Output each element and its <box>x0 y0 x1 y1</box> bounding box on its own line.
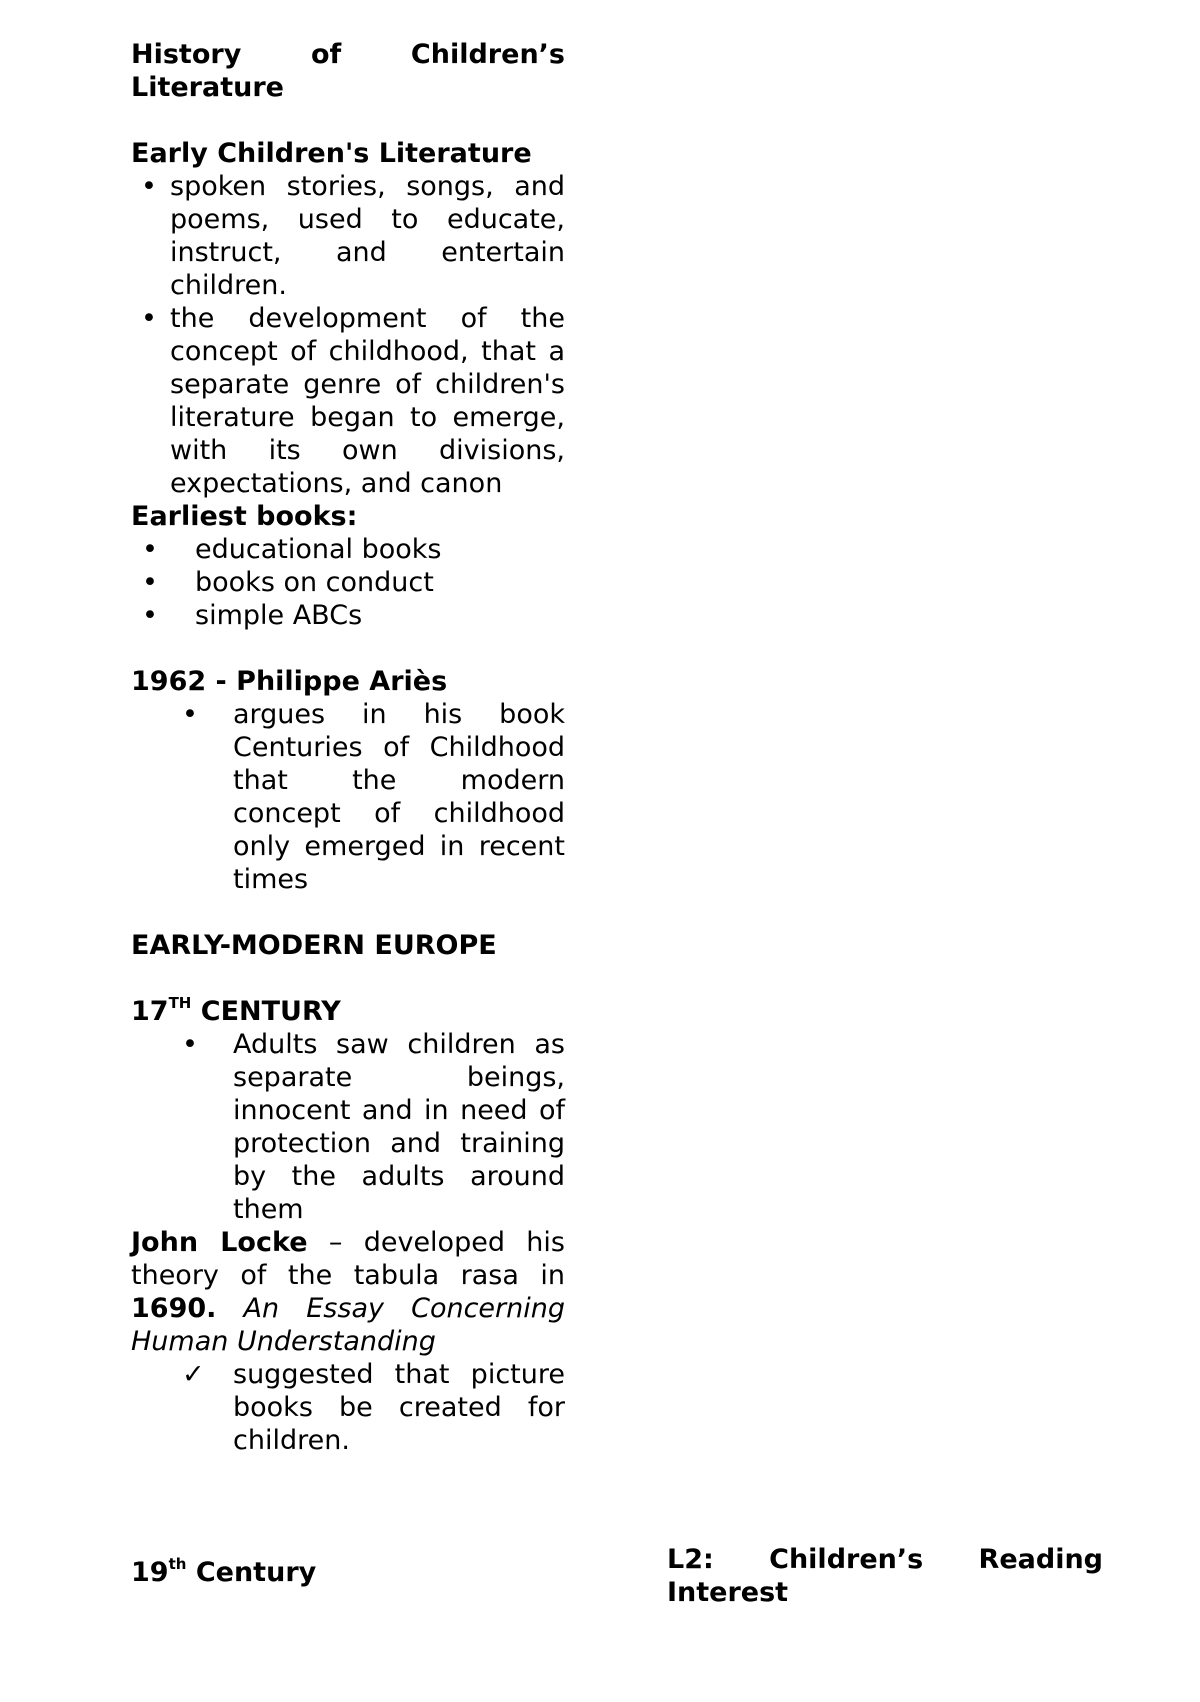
aries-list <box>131 698 565 896</box>
century-number: 19 <box>131 1557 169 1588</box>
century-17-heading <box>131 995 565 1028</box>
locke-year: 1690. <box>131 1293 217 1324</box>
list-item: • spoken stories, songs, and poems, used to educate, instruct, and entertain children. <box>131 170 565 302</box>
earliest-books-list <box>131 533 565 632</box>
locke-paragraph <box>131 1226 565 1358</box>
locke-book-title: An Essay Concerning Human Understanding <box>131 1293 565 1357</box>
list-item: • Adults saw children as separate beings, innocent and in need of protection and training by the adults around them <box>131 1028 565 1226</box>
century-ordinal: TH <box>168 994 192 1012</box>
right-column <box>667 1543 1103 1609</box>
century-word: CENTURY <box>191 996 341 1027</box>
century-ordinal: th <box>168 1555 187 1573</box>
early-lit-list <box>131 170 565 500</box>
early-lit-heading: Early Children's Literature <box>131 138 532 169</box>
aries-heading: 1962 - Philippe Ariès <box>131 666 448 697</box>
left-column <box>131 38 565 1589</box>
lesson-title: L2: Children’s Reading Interest <box>667 1544 1103 1608</box>
century-19-heading <box>131 1556 565 1589</box>
list-item: • educational books <box>131 533 565 566</box>
earliest-books-heading: Earliest books: <box>131 501 358 532</box>
list-item: • the development of the concept of childhood, that a separate genre of children's literature began to emerge, with its own divisions, expectations, and canon <box>131 302 565 500</box>
locke-text: – developed his theory of the tabula rasa in <box>131 1227 565 1291</box>
list-item: • books on conduct <box>131 566 565 599</box>
europe-heading: EARLY-MODERN EUROPE <box>131 930 497 961</box>
locke-check-list <box>131 1358 565 1457</box>
century-17-list <box>131 1028 565 1226</box>
document-title: History of Children’s Literature <box>131 39 565 103</box>
locke-name: John Locke <box>131 1227 308 1258</box>
check-item: ✓ suggested that picture books be created for children. <box>131 1358 565 1457</box>
century-word: Century <box>186 1557 317 1588</box>
list-item: • simple ABCs <box>131 599 565 632</box>
list-item: • argues in his book Centuries of Childhood that the modern concept of childhood only emerged in recent times <box>131 698 565 896</box>
century-number: 17 <box>131 996 169 1027</box>
